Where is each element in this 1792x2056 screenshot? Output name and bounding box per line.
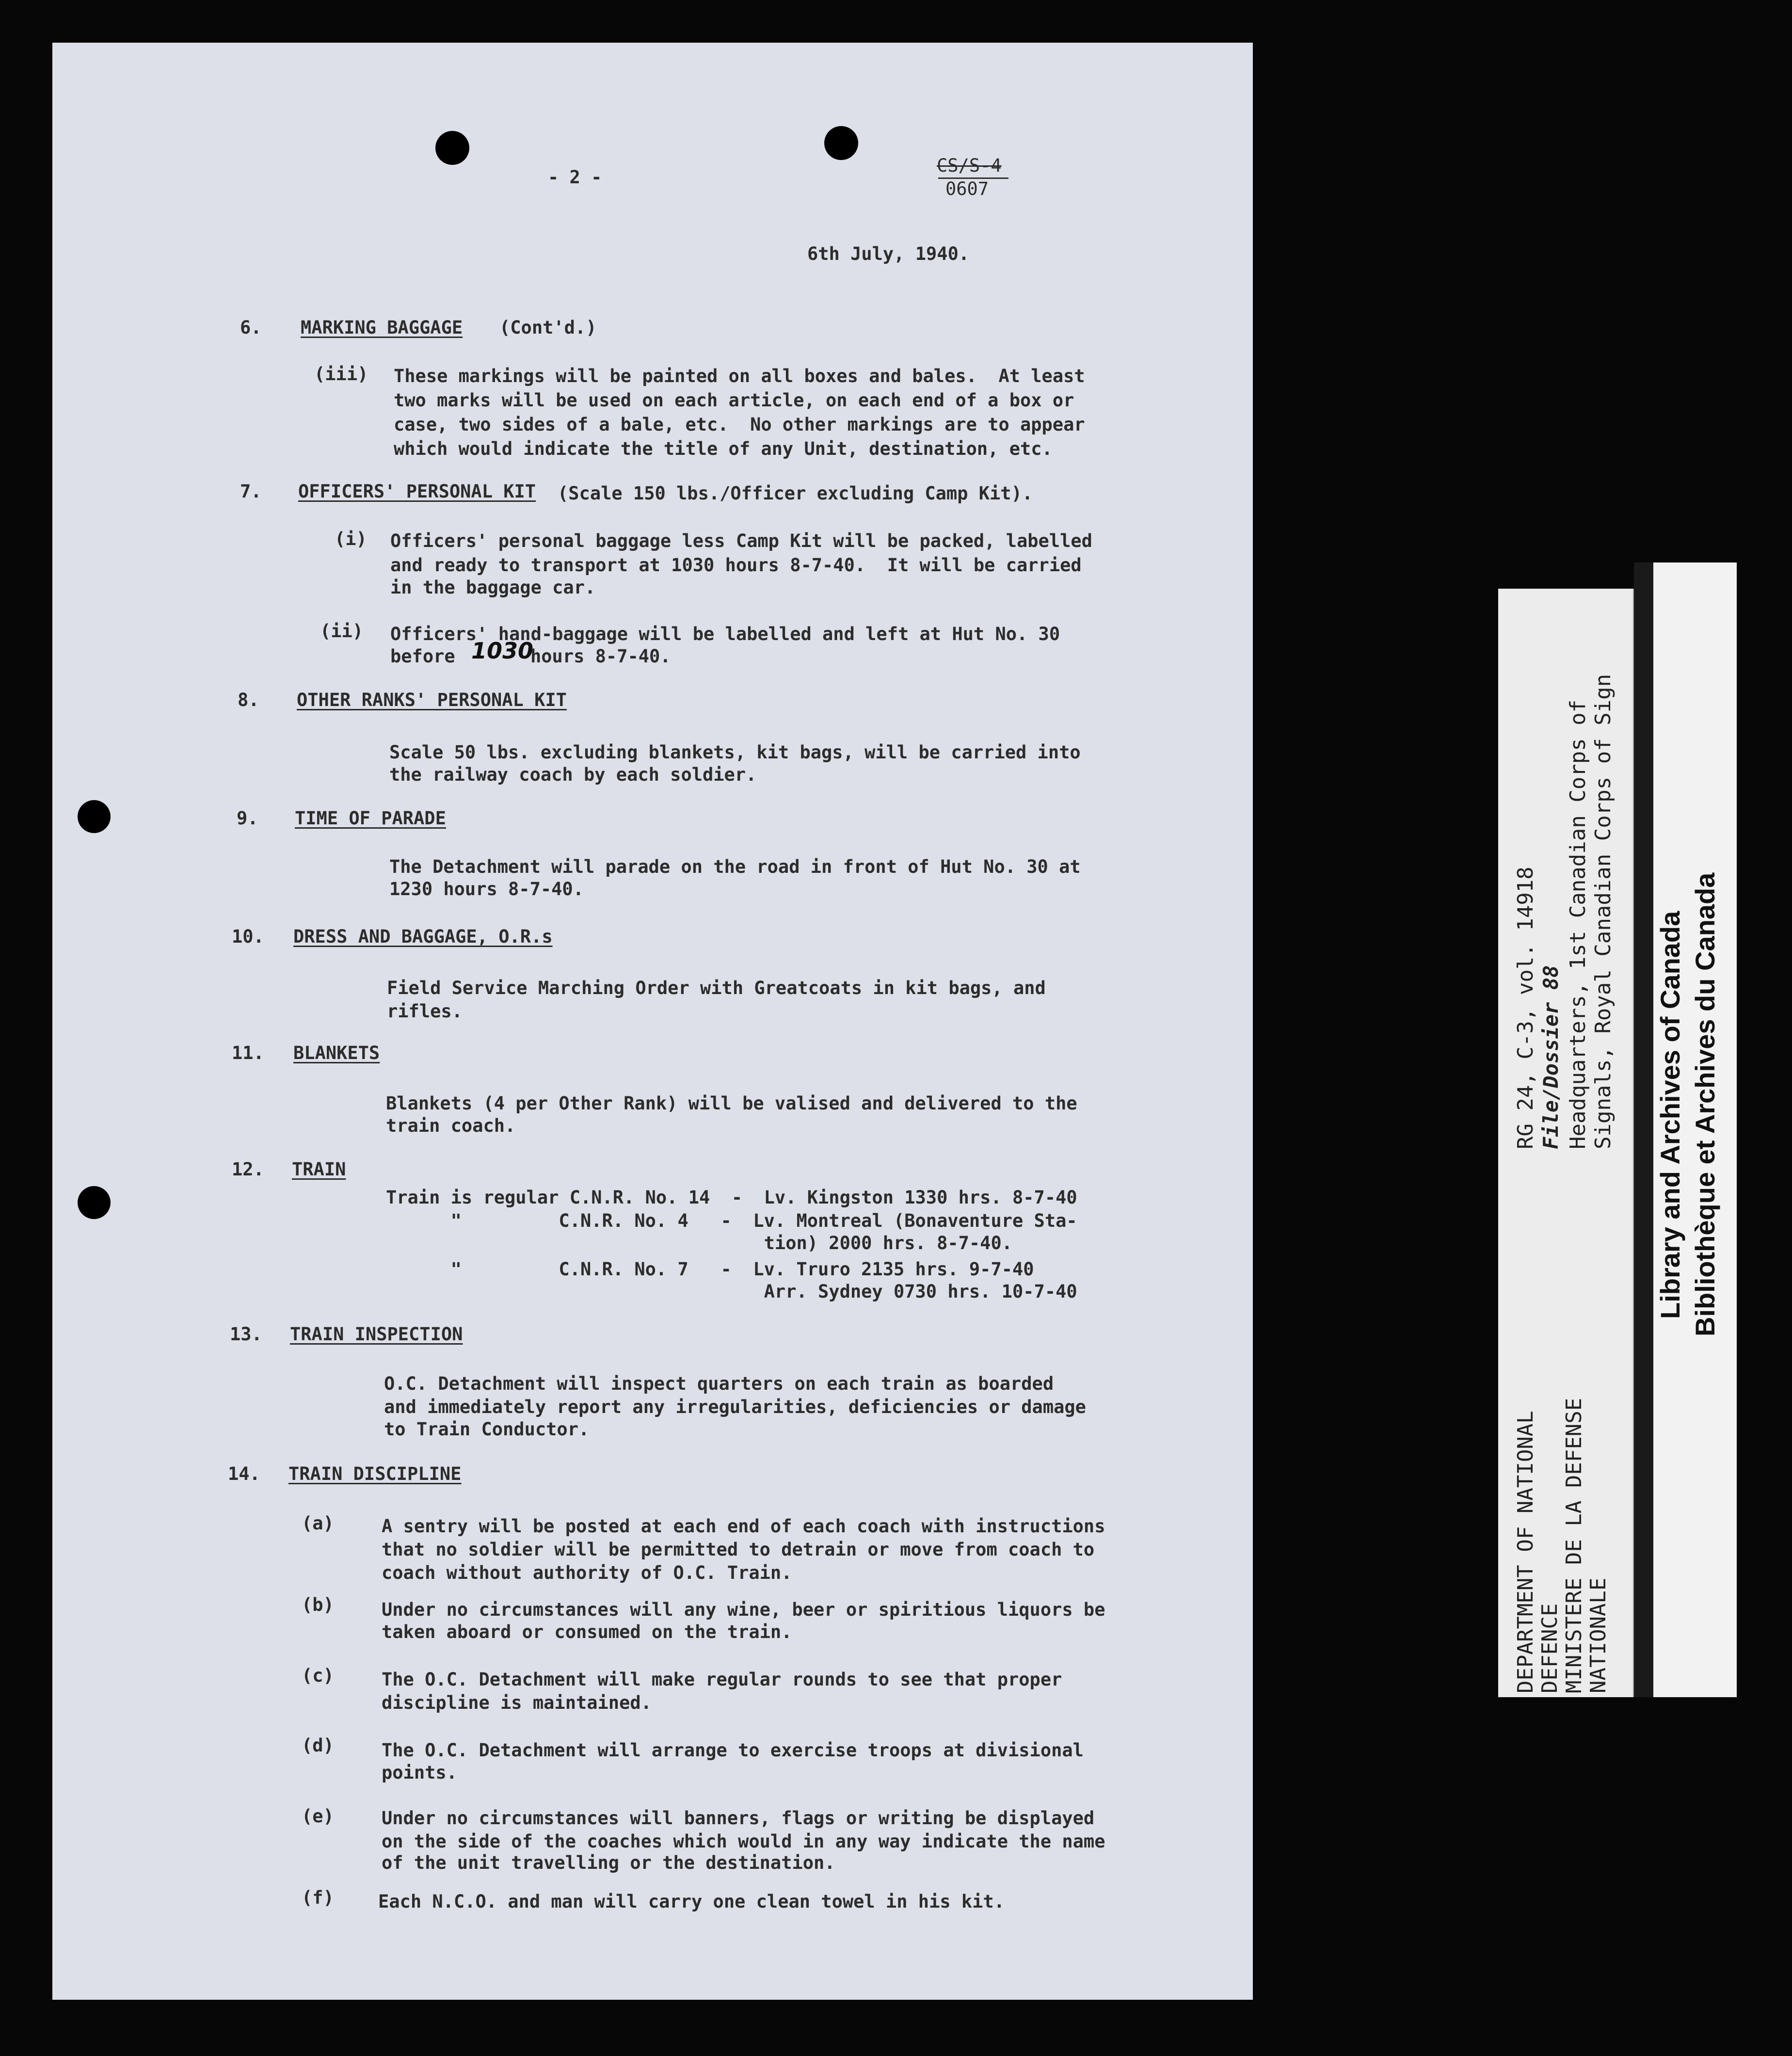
section-6-number: 6.	[240, 317, 262, 338]
section-6-heading: MARKING BAGGAGE	[301, 317, 463, 338]
section-7-suffix: (Scale 150 lbs./Officer excluding Camp Kit).	[558, 483, 1033, 504]
train-schedule-row: tion) 2000 hrs. 8-7-40.	[386, 1233, 1013, 1253]
section-14-e-line: of the unit travelling or the destination.	[382, 1852, 835, 1873]
section-7-number: 7.	[240, 481, 262, 502]
section-14-number: 14.	[228, 1463, 260, 1484]
section-8-line: the railway coach by each soldier.	[389, 764, 757, 785]
section-14-b-line: taken aboard or consumed on the train.	[382, 1622, 792, 1642]
archive-description-line: Signals, Royal Canadian Corps of Sign	[1591, 674, 1616, 1149]
section-11-line: train coach.	[386, 1115, 516, 1136]
section-13-heading: TRAIN INSPECTION	[290, 1324, 463, 1345]
page-number: - 2 -	[548, 167, 602, 188]
section-14-e-label: (e)	[302, 1806, 334, 1827]
department-line: NATIONALE	[1586, 1577, 1611, 1693]
department-line: MINISTERE DE LA DEFENSE	[1562, 1397, 1586, 1693]
section-8-heading: OTHER RANKS' PERSONAL KIT	[297, 690, 567, 710]
section-6-iii-line: which would indicate the title of any Unit, destination, etc.	[394, 438, 1053, 459]
section-9-number: 9.	[237, 808, 258, 829]
document-date: 6th July, 1940.	[807, 243, 970, 264]
section-14-c-line: The O.C. Detachment will make regular rounds to see that proper	[382, 1669, 1062, 1690]
train-schedule-row: Arr. Sydney 0730 hrs. 10-7-40	[386, 1281, 1077, 1302]
section-14-a-label: (a)	[302, 1513, 334, 1534]
section-14-e-line: on the side of the coaches which would in any way indicate the name	[382, 1831, 1105, 1852]
section-10-line: Field Service Marching Order with Greatcoats in kit bags, and	[387, 978, 1046, 998]
train-schedule-row: Train is regular C.N.R. No. 14 - Lv. Kingston 1330 hrs. 8-7-40	[386, 1187, 1077, 1208]
section-14-d-line: The O.C. Detachment will arrange to exercise troops at divisional	[382, 1740, 1084, 1761]
handwritten-file-number: File/Dossier 88	[1539, 965, 1563, 1149]
section-7-heading: OFFICERS' PERSONAL KIT	[298, 481, 536, 502]
section-13-number: 13.	[230, 1324, 262, 1345]
section-6-suffix: (Cont'd.)	[499, 317, 597, 338]
institution-name-fr: Bibliothèque et Archives du Canada	[1690, 872, 1720, 1336]
section-14-f-line: Each N.C.O. and man will carry one clean towel in his kit.	[378, 1891, 1005, 1912]
institution-name-en: Library and Archives of Canada	[1655, 911, 1685, 1319]
section-12-number: 12.	[232, 1159, 264, 1180]
section-14-a-line: A sentry will be posted at each end of each coach with instructions	[382, 1516, 1105, 1537]
section-11-line: Blankets (4 per Other Rank) will be valised and delivered to the	[386, 1093, 1077, 1114]
department-line: DEFENCE	[1537, 1603, 1562, 1693]
section-13-line: and immediately report any irregularities, deficiencies or damage	[384, 1397, 1086, 1417]
section-14-heading: TRAIN DISCIPLINE	[288, 1463, 462, 1484]
punch-hole	[78, 800, 111, 833]
section-7-i-line: Officers' personal baggage less Camp Kit will be packed, labelled	[390, 530, 1092, 551]
section-6-iii-line: These markings will be painted on all boxes and bales. At least	[394, 366, 1085, 386]
section-14-a-line: coach without authority of O.C. Train.	[382, 1562, 792, 1583]
section-14-f-label: (f)	[302, 1887, 334, 1908]
section-13-line: O.C. Detachment will inspect quarters on each train as boarded	[384, 1373, 1054, 1394]
section-14-a-line: that no soldier will be permitted to detrain or move from coach to	[382, 1539, 1095, 1560]
section-11-number: 11.	[232, 1043, 264, 1063]
archive-description-line: Headquarters, 1st Canadian Corps of	[1566, 699, 1590, 1149]
section-13-line: to Train Conductor.	[384, 1419, 590, 1440]
section-9-heading: TIME OF PARADE	[295, 808, 446, 829]
section-6-iii-label: (iii)	[314, 364, 368, 385]
section-8-number: 8.	[238, 690, 259, 710]
archive-reference-number: RG 24, C-3, vol. 14918	[1513, 867, 1538, 1149]
train-schedule-row: " C.N.R. No. 4 - Lv. Montreal (Bonaventure Sta-	[386, 1210, 1077, 1231]
section-14-e-line: Under no circumstances will banners, flags or writing be displayed	[382, 1808, 1095, 1829]
handwritten-time: 1030	[471, 638, 534, 664]
section-7-ii-line2-end: hours 8-7-40.	[530, 646, 671, 667]
section-10-number: 10.	[232, 926, 264, 947]
section-6-iii-line: two marks will be used on each article, on each end of a box or	[394, 390, 1074, 411]
section-14-c-label: (c)	[302, 1665, 334, 1686]
section-7-i-line: and ready to transport at 1030 hours 8-7-40. It will be carried	[390, 555, 1082, 576]
file-reference-bottom: 0607	[945, 178, 989, 199]
section-14-d-line: points.	[382, 1762, 457, 1783]
section-7-ii-line2-start: before	[390, 646, 455, 667]
section-11-heading: BLANKETS	[293, 1043, 380, 1063]
section-14-b-line: Under no circumstances will any wine, beer or spiritious liquors be	[382, 1599, 1105, 1620]
punch-hole	[78, 1186, 111, 1219]
section-7-i-line: in the baggage car.	[390, 577, 596, 598]
section-14-b-label: (b)	[302, 1594, 334, 1615]
department-line: DEPARTMENT OF NATIONAL	[1513, 1411, 1538, 1693]
section-7-ii-label: (ii)	[320, 621, 364, 642]
document-page	[52, 43, 1253, 2000]
section-7-i-label: (i)	[335, 529, 367, 549]
section-7-ii-line: Officers' hand-baggage will be labelled and left at Hut No. 30	[390, 624, 1060, 644]
punch-hole	[435, 131, 469, 165]
section-10-heading: DRESS AND BAGGAGE, O.R.s	[293, 926, 553, 947]
section-6-iii-line: case, two sides of a bale, etc. No other markings are to appear	[394, 414, 1085, 435]
section-14-d-label: (d)	[302, 1735, 334, 1756]
section-14-c-line: discipline is maintained.	[382, 1692, 652, 1713]
section-10-line: rifles.	[387, 1001, 463, 1022]
label-divider	[1634, 562, 1653, 1697]
section-8-line: Scale 50 lbs. excluding blankets, kit bags, will be carried into	[389, 742, 1081, 763]
train-schedule-row: " C.N.R. No. 7 - Lv. Truro 2135 hrs. 9-7-40	[386, 1259, 1034, 1280]
file-reference-top: CS/S-4	[937, 155, 1002, 176]
section-12-heading: TRAIN	[292, 1159, 346, 1180]
punch-hole	[824, 126, 858, 160]
section-9-line: 1230 hours 8-7-40.	[389, 879, 584, 900]
section-9-line: The Detachment will parade on the road in front of Hut No. 30 at	[389, 856, 1081, 877]
